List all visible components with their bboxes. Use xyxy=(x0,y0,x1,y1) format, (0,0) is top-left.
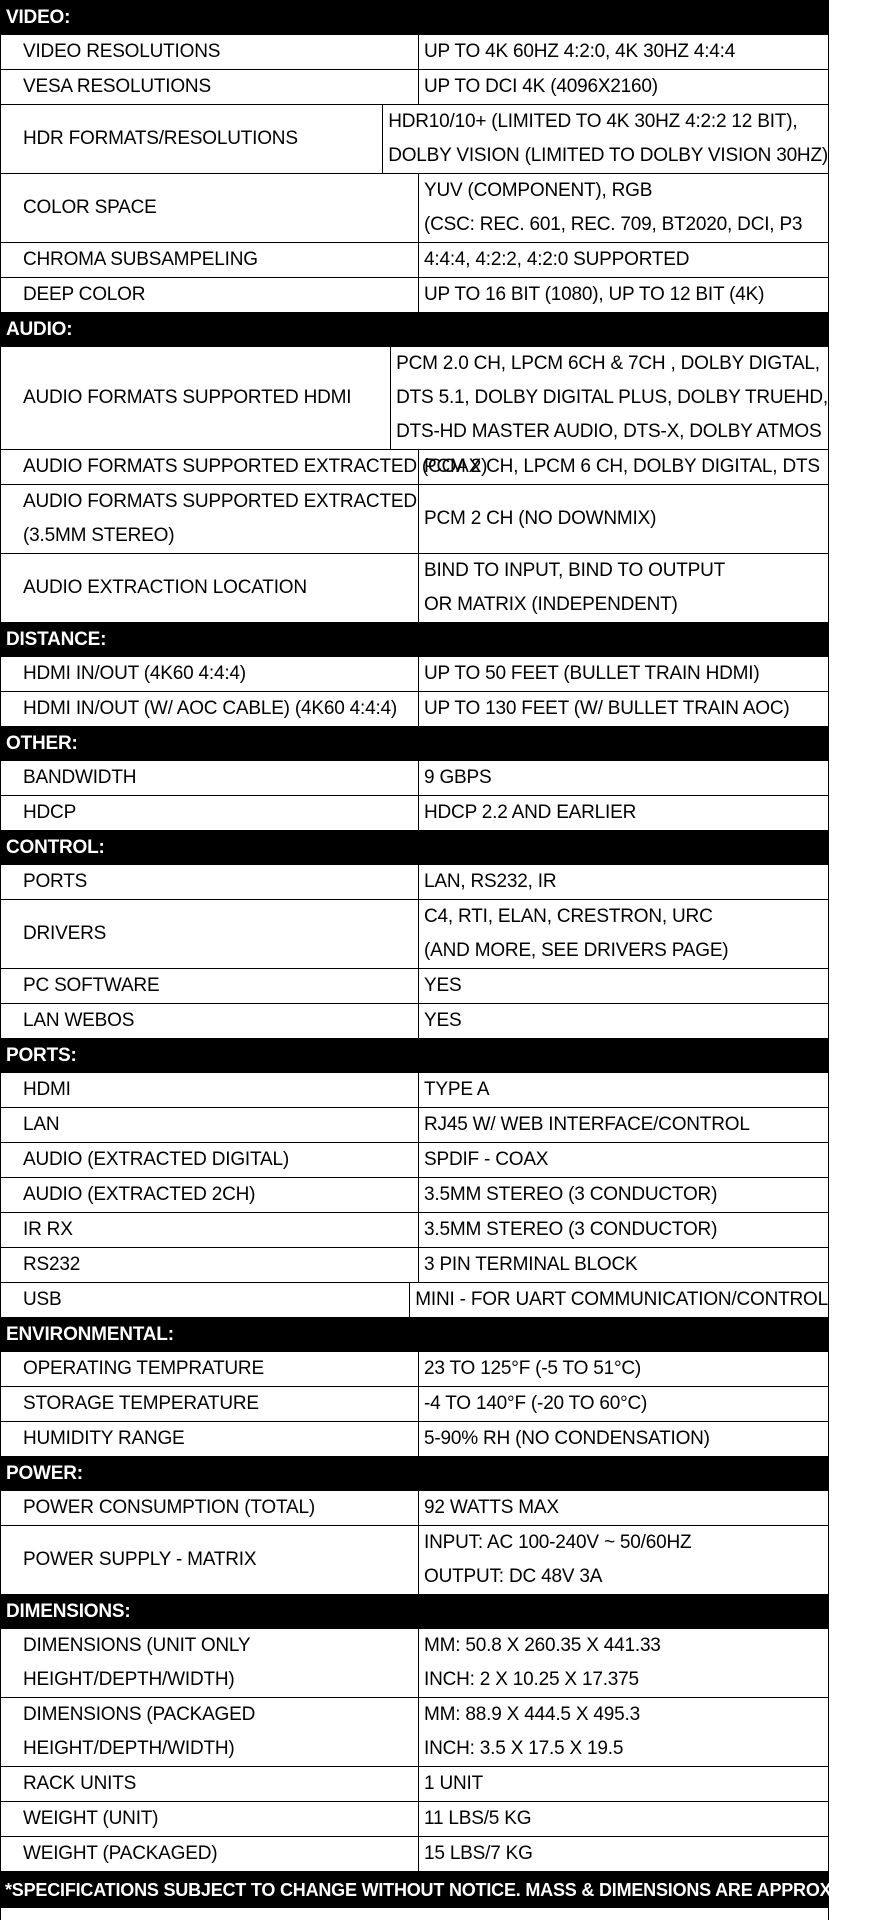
spec-value-line: (CSC: REC. 601, REC. 709, BT2020, DCI, P3 xyxy=(424,214,803,235)
spec-label xyxy=(1,70,419,104)
spec-label-line: WEIGHT (UNIT) xyxy=(23,1808,159,1829)
spec-row xyxy=(1,1178,828,1213)
spec-label-line: CHROMA SUBSAMPELING xyxy=(23,249,258,270)
spec-value-line: MM: 50.8 X 260.35 X 441.33 xyxy=(424,1635,661,1656)
spec-label-line: HUMIDITY RANGE xyxy=(23,1428,185,1449)
spec-label-line: DIMENSIONS (UNIT ONLY xyxy=(23,1635,251,1656)
spec-label xyxy=(1,1491,419,1525)
spec-row xyxy=(1,347,828,450)
section-header-distance: DISTANCE: xyxy=(1,623,828,657)
spec-value xyxy=(383,105,828,173)
spec-value-line: LAN, RS232, IR xyxy=(424,871,557,892)
spec-label-line: RACK UNITS xyxy=(23,1773,137,1794)
spec-row xyxy=(1,865,828,900)
spec-label-line: AUDIO (EXTRACTED 2CH) xyxy=(23,1184,256,1205)
section-header-dimensions: DIMENSIONS: xyxy=(1,1595,828,1629)
spec-value-line: PCM 2.0 CH, LPCM 6CH & 7CH , DOLBY DIGTAL, xyxy=(396,353,820,374)
spec-value xyxy=(419,900,828,968)
spec-row xyxy=(1,485,828,554)
spec-label xyxy=(1,900,419,968)
spec-label xyxy=(1,1283,410,1317)
spec-label-line: DEEP COLOR xyxy=(23,284,146,305)
spec-value xyxy=(419,865,828,899)
spec-value xyxy=(419,1698,828,1766)
spec-value-line: YES xyxy=(424,975,462,996)
spec-label xyxy=(1,1352,419,1386)
spec-row xyxy=(1,243,828,278)
spec-value xyxy=(419,1108,828,1142)
spec-value xyxy=(419,1143,828,1177)
spec-row xyxy=(1,278,828,313)
spec-label-line: BANDWIDTH xyxy=(23,767,137,788)
spec-value-line: 1 UNIT xyxy=(424,1773,483,1794)
spec-row xyxy=(1,174,828,243)
spec-value-line: DOLBY VISION (LIMITED TO DOLBY VISION 30HZ) xyxy=(388,145,828,166)
spec-row xyxy=(1,1248,828,1283)
spec-row xyxy=(1,761,828,796)
spec-value xyxy=(419,278,828,312)
spec-value xyxy=(419,485,828,553)
spec-value xyxy=(419,1837,828,1871)
spec-value-line: YUV (COMPONENT), RGB xyxy=(424,180,653,201)
spec-value-line: DTS-HD MASTER AUDIO, DTS-X, DOLBY ATMOS xyxy=(396,421,822,442)
spec-value xyxy=(419,35,828,69)
spec-label-line: PORTS xyxy=(23,871,88,892)
spec-label-line: LAN WEBOS xyxy=(23,1010,135,1031)
spec-value-line: PCM 2 CH (NO DOWNMIX) xyxy=(424,508,657,529)
spec-label xyxy=(1,35,419,69)
spec-label-line: VIDEO RESOLUTIONS xyxy=(23,41,221,62)
spec-label xyxy=(1,1837,419,1871)
spec-value-line: INCH: 3.5 X 17.5 X 19.5 xyxy=(424,1738,624,1759)
spec-value-line: UP TO 130 FEET (W/ BULLET TRAIN AOC) xyxy=(424,698,790,719)
spec-value xyxy=(419,1352,828,1386)
spec-value-line: 9 GBPS xyxy=(424,767,492,788)
section-header-ports: PORTS: xyxy=(1,1039,828,1073)
spec-label-line: HEIGHT/DEPTH/WIDTH) xyxy=(23,1738,235,1759)
spec-label xyxy=(1,796,419,830)
spec-row xyxy=(1,1108,828,1143)
spec-label xyxy=(1,969,419,1003)
spec-label-line: HDR FORMATS/RESOLUTIONS xyxy=(23,128,298,149)
spec-row xyxy=(1,692,828,727)
spec-row xyxy=(1,1073,828,1108)
spec-label xyxy=(1,554,419,622)
spec-label-line: WEIGHT (PACKAGED) xyxy=(23,1843,218,1864)
spec-row xyxy=(1,796,828,831)
spec-value xyxy=(419,450,828,484)
spec-row xyxy=(1,1767,828,1802)
spec-label-line: OPERATING TEMPRATURE xyxy=(23,1358,264,1379)
spec-value-line: 92 WATTS MAX xyxy=(424,1497,559,1518)
spec-value xyxy=(419,1073,828,1107)
section-header-control: CONTROL: xyxy=(1,831,828,865)
spec-row xyxy=(1,1213,828,1248)
spec-value-line: 4:4:4, 4:2:2, 4:2:0 SUPPORTED xyxy=(424,249,690,270)
spec-label xyxy=(1,1387,419,1421)
spec-value-line: TYPE A xyxy=(424,1079,490,1100)
spec-value-line: MINI - FOR UART COMMUNICATION/CONTROL xyxy=(415,1289,828,1310)
spec-value xyxy=(419,1004,828,1038)
spec-row xyxy=(1,969,828,1004)
spec-value-line: 3.5MM STEREO (3 CONDUCTOR) xyxy=(424,1219,718,1240)
spec-label xyxy=(1,1004,419,1038)
spec-row xyxy=(1,105,828,174)
spec-value xyxy=(391,347,828,449)
spec-label xyxy=(1,485,419,553)
spec-value-line: SPDIF - COAX xyxy=(424,1149,549,1170)
spec-value xyxy=(419,1802,828,1836)
section-header-other: OTHER: xyxy=(1,727,828,761)
spec-label-line: DIMENSIONS (PACKAGED xyxy=(23,1704,256,1725)
spec-label-line: AUDIO FORMATS SUPPORTED EXTRACTED (COAX) xyxy=(23,456,488,477)
spec-value-line: HDR10/10+ (LIMITED TO 4K 30HZ 4:2:2 12 BIT), xyxy=(388,111,798,132)
spec-label-line: POWER SUPPLY - MATRIX xyxy=(23,1549,257,1570)
spec-row xyxy=(1,1387,828,1422)
section-header-power: POWER: xyxy=(1,1457,828,1491)
spec-row xyxy=(1,1352,828,1387)
spec-label-line: POWER CONSUMPTION (TOTAL) xyxy=(23,1497,315,1518)
spec-label-line: RS232 xyxy=(23,1254,81,1275)
spec-value xyxy=(410,1283,828,1317)
spec-label xyxy=(1,1629,419,1697)
spec-value-line: OR MATRIX (INDEPENDENT) xyxy=(424,594,678,615)
spec-label-line: COLOR SPACE xyxy=(23,197,157,218)
spec-row xyxy=(1,1004,828,1039)
spec-label xyxy=(1,865,419,899)
spec-label-line: DRIVERS xyxy=(23,923,107,944)
spec-label xyxy=(1,1698,419,1766)
spec-value-line: HDCP 2.2 AND EARLIER xyxy=(424,802,637,823)
spec-value-line: YES xyxy=(424,1010,462,1031)
spec-row xyxy=(1,1422,828,1457)
spec-row xyxy=(1,35,828,70)
spec-label xyxy=(1,1178,419,1212)
spec-row xyxy=(1,900,828,969)
section-header-environmental: ENVIRONMENTAL: xyxy=(1,1318,828,1352)
spec-label xyxy=(1,1248,419,1282)
spec-label-line: PC SOFTWARE xyxy=(23,975,160,996)
spec-value-line: 3.5MM STEREO (3 CONDUCTOR) xyxy=(424,1184,718,1205)
spec-label xyxy=(1,692,419,726)
spec-value-line: UP TO 50 FEET (BULLET TRAIN HDMI) xyxy=(424,663,760,684)
spec-value-line: INCH: 2 X 10.25 X 17.375 xyxy=(424,1669,639,1690)
spec-value-line: (AND MORE, SEE DRIVERS PAGE) xyxy=(424,940,729,961)
spec-value xyxy=(419,692,828,726)
spec-value xyxy=(419,1526,828,1594)
spec-label-line: USB xyxy=(23,1289,62,1310)
spec-row xyxy=(1,1698,828,1767)
spec-row xyxy=(1,554,828,623)
spec-label-line: HDMI xyxy=(23,1079,71,1100)
spec-label xyxy=(1,1073,419,1107)
spec-value xyxy=(419,1629,828,1697)
spec-row xyxy=(1,1143,828,1178)
spec-value xyxy=(419,70,828,104)
spec-value-line: 11 LBS/5 KG xyxy=(424,1808,532,1829)
spec-label-line: STORAGE TEMPERATURE xyxy=(23,1393,259,1414)
spec-value xyxy=(419,1422,828,1456)
spec-value-line: 15 LBS/7 KG xyxy=(424,1843,533,1864)
spec-value xyxy=(419,243,828,277)
footnote: *SPECIFICATIONS SUBJECT TO CHANGE WITHOUT NOTICE. MASS & DIMENSIONS ARE APPROXIMATE xyxy=(1,1872,828,1908)
spec-label-line: VESA RESOLUTIONS xyxy=(23,76,211,97)
spec-label-line: HDMI IN/OUT (W/ AOC CABLE) (4K60 4:4:4) xyxy=(23,698,398,719)
spec-value xyxy=(419,657,828,691)
spec-label-line: HEIGHT/DEPTH/WIDTH) xyxy=(23,1669,235,1690)
spec-value xyxy=(419,796,828,830)
spec-label xyxy=(1,1767,419,1801)
spec-label xyxy=(1,1422,419,1456)
section-header-video: VIDEO: xyxy=(1,1,828,35)
spec-label-line: AUDIO (EXTRACTED DIGITAL) xyxy=(23,1149,289,1170)
spec-value xyxy=(419,1387,828,1421)
spec-label xyxy=(1,243,419,277)
spec-label xyxy=(1,174,419,242)
spec-label-line: IR RX xyxy=(23,1219,73,1240)
spec-label-line: AUDIO EXTRACTION LOCATION xyxy=(23,577,307,598)
spec-label xyxy=(1,761,419,795)
spec-value-line: RJ45 W/ WEB INTERFACE/CONTROL xyxy=(424,1114,750,1135)
spec-label-line: AUDIO FORMATS SUPPORTED HDMI xyxy=(23,387,352,408)
spec-value-line: PCM 2 CH, LPCM 6 CH, DOLBY DIGITAL, DTS xyxy=(424,456,820,477)
spec-value xyxy=(419,554,828,622)
spec-value xyxy=(419,1491,828,1525)
section-header-audio: AUDIO: xyxy=(1,313,828,347)
spec-label-line: (3.5MM STEREO) xyxy=(23,525,175,546)
spec-value-line: UP TO DCI 4K (4096X2160) xyxy=(424,76,658,97)
spec-label xyxy=(1,347,391,449)
spec-label xyxy=(1,1108,419,1142)
spec-value xyxy=(419,761,828,795)
spec-value-line: UP TO 16 BIT (1080), UP TO 12 BIT (4K) xyxy=(424,284,765,305)
spec-label xyxy=(1,1526,419,1594)
spec-value-line: 3 PIN TERMINAL BLOCK xyxy=(424,1254,638,1275)
spec-label xyxy=(1,278,419,312)
spec-value-line: DTS 5.1, DOLBY DIGITAL PLUS, DOLBY TRUEHD, xyxy=(396,387,828,408)
spec-row xyxy=(1,1491,828,1526)
spec-value xyxy=(419,1767,828,1801)
spec-value-line: MM: 88.9 X 444.5 X 495.3 xyxy=(424,1704,640,1725)
spec-value xyxy=(419,1213,828,1247)
spec-value-line: BIND TO INPUT, BIND TO OUTPUT xyxy=(424,560,726,581)
spec-label-line: HDCP xyxy=(23,802,77,823)
spec-value-line: 23 TO 125°F (-5 TO 51°C) xyxy=(424,1358,642,1379)
spec-value-line: INPUT: AC 100-240V ~ 50/60HZ xyxy=(424,1532,692,1553)
spec-value xyxy=(419,174,828,242)
spec-label-line: LAN xyxy=(23,1114,60,1135)
spec-value-line: UP TO 4K 60HZ 4:2:0, 4K 30HZ 4:4:4 xyxy=(424,41,736,62)
spec-value-line: OUTPUT: DC 48V 3A xyxy=(424,1566,603,1587)
spec-value xyxy=(419,1248,828,1282)
spec-row xyxy=(1,1526,828,1595)
spec-value-line: C4, RTI, ELAN, CRESTRON, URC xyxy=(424,906,713,927)
spec-value xyxy=(419,969,828,1003)
spec-label-line: AUDIO FORMATS SUPPORTED EXTRACTED xyxy=(23,491,417,512)
spec-row xyxy=(1,1802,828,1837)
spec-value-line: 5-90% RH (NO CONDENSATION) xyxy=(424,1428,710,1449)
spec-value-line: -4 TO 140°F (-20 TO 60°C) xyxy=(424,1393,648,1414)
spec-label xyxy=(1,1143,419,1177)
spec-row xyxy=(1,1837,828,1872)
spec-row xyxy=(1,450,828,485)
spec-label xyxy=(1,105,383,173)
spec-row xyxy=(1,70,828,105)
spec-label xyxy=(1,1802,419,1836)
spec-label xyxy=(1,657,419,691)
spec-row xyxy=(1,1629,828,1698)
spec-row xyxy=(1,1283,828,1318)
spec-label xyxy=(1,1213,419,1247)
spec-row xyxy=(1,657,828,692)
spec-label-line: HDMI IN/OUT (4K60 4:4:4) xyxy=(23,663,246,684)
spec-label xyxy=(1,450,488,484)
spec-value xyxy=(419,1178,828,1212)
